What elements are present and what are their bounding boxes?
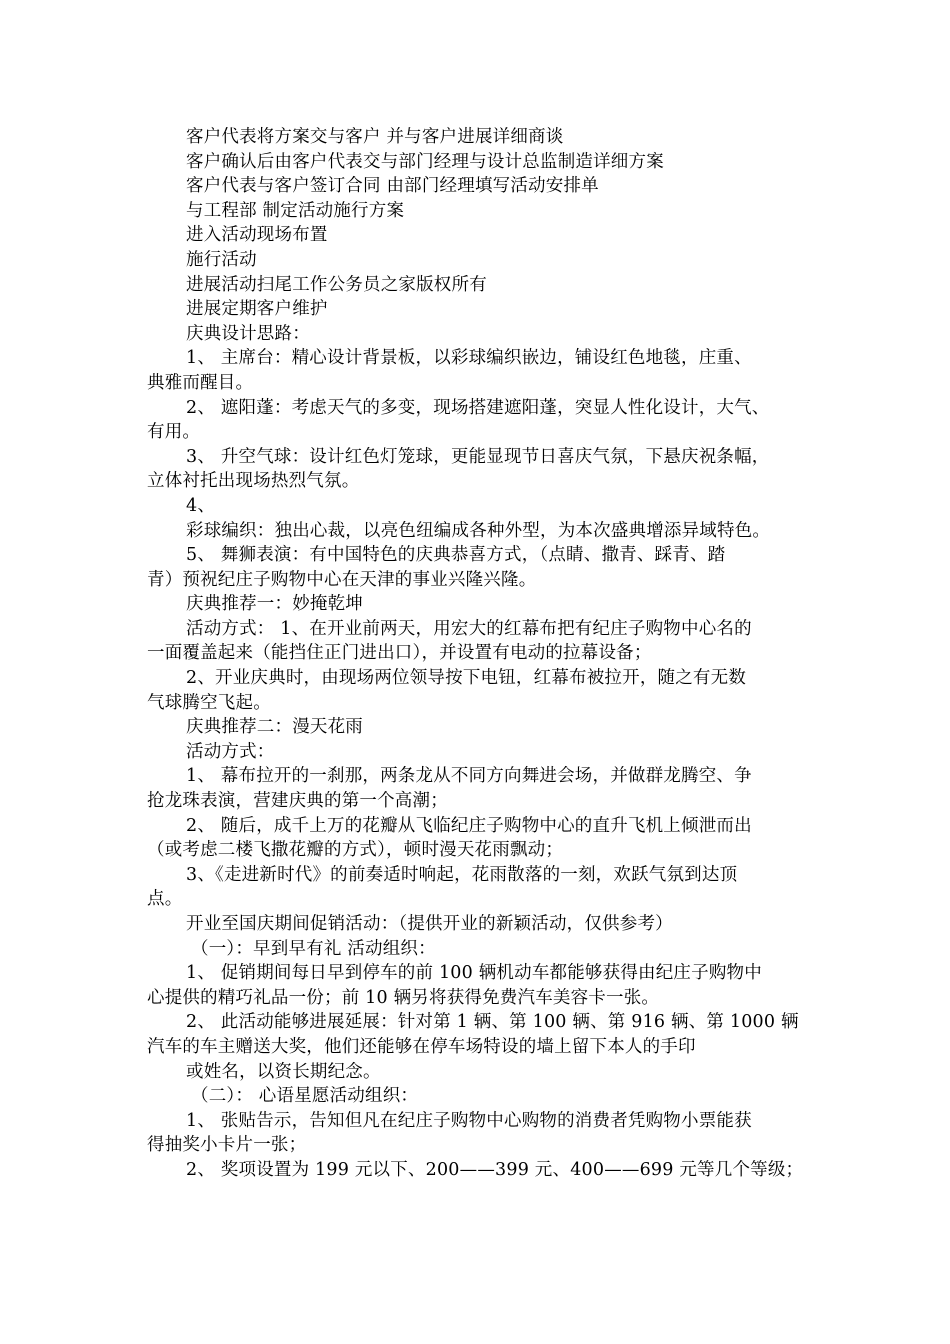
section-heading: 庆典推荐一：妙掩乾坤: [186, 594, 363, 615]
text-line: 进入活动现场布置: [186, 225, 328, 246]
text-line: 5、 舞狮表演：有中国特色的庆典恭喜方式，（点睛、撒青、踩青、踏: [186, 545, 726, 566]
text-line: 2、开业庆典时，由现场两位领导按下电钮，红幕布被拉开，随之有无数: [186, 668, 747, 689]
text-line: 2、 奖项设置为 199 元以下、200——399 元、400——699 元等几个等级；: [186, 1159, 804, 1180]
text-line: 4、: [186, 495, 216, 516]
text-line: 2、 此活动能够进展延展：针对第 1 辆、第 100 辆、第 916 辆、第 1000 辆: [186, 1012, 799, 1033]
text-line: 3、《走进新时代》的前奏适时响起，花雨散落的一刻，欢跃气氛到达顶: [186, 864, 738, 885]
text-line: 点。: [147, 889, 183, 910]
text-line: 客户代表与客户签订合同 由部门经理填写活动安排单: [186, 176, 599, 197]
text-line: 与工程部 制定活动施行方案: [186, 200, 405, 221]
text-line: 进展活动扫尾工作公务员之家版权所有: [186, 274, 487, 295]
text-line: 青）预祝纪庄子购物中心在天津的事业兴隆兴隆。: [147, 569, 537, 590]
text-line: 客户代表将方案交与客户 并与客户进展详细商谈: [186, 127, 564, 147]
text-line: 施行活动: [186, 249, 257, 270]
text-line: 客户确认后由客户代表交与部门经理与设计总监制造详细方案: [186, 151, 664, 172]
text-line: 或姓名，以资长期纪念。: [186, 1061, 381, 1082]
text-line: （二）： 心语星愿活动组织：: [191, 1086, 419, 1107]
text-line: （或考虑二楼飞撒花瓣的方式），顿时漫天花雨飘动；: [147, 840, 564, 861]
text-line: 一面覆盖起来（能挡住正门进出口），并设置有电动的拉幕设备；: [147, 643, 652, 664]
text-line: 3、 升空气球：设计红色灯笼球，更能显现节日喜庆气氛，下悬庆祝条幅，: [186, 446, 770, 467]
text-line: 得抽奖小卡片一张；: [147, 1135, 307, 1156]
text-line: 抢龙珠表演，营建庆典的第一个高潮；: [147, 791, 448, 812]
text-line: 气球腾空飞起。: [147, 692, 271, 713]
text-line: 1、 主席台：精心设计背景板，以彩球编织嵌边，铺设红色地毯，庄重、: [186, 348, 752, 369]
section-heading: 庆典推荐二：漫天花雨: [186, 717, 363, 738]
text-line: 1、 促销期间每日早到停车的前 100 辆机动车都能够获得由纪庄子购物中: [186, 963, 762, 984]
text-line: 进展定期客户维护: [186, 299, 328, 320]
section-heading: 庆典设计思路：: [186, 323, 310, 344]
text-line: 有用。: [147, 422, 201, 443]
text-line: 活动方式： 1、在开业前两天，用宏大的红幕布把有纪庄子购物中心名的: [186, 618, 752, 639]
text-line: 1、 张贴告示，告知但凡在纪庄子购物中心购物的消费者凭购物小票能获: [186, 1110, 752, 1131]
text-line: 2、 遮阳蓬：考虑天气的多变，现场搭建遮阳蓬，突显人性化设计，大气、: [186, 397, 770, 418]
text-line: 立体衬托出现场热烈气氛。: [147, 471, 360, 492]
text-line: 1、 幕布拉开的一刹那，两条龙从不同方向舞进会场，并做群龙腾空、争: [186, 766, 752, 787]
text-line: 彩球编织：独出心裁，以亮色纽编成各种外型，为本次盛典增添异域特色。: [186, 520, 771, 541]
text-line: （一）：早到早有礼 活动组织：: [191, 938, 436, 959]
text-line: 汽车的车主赠送大奖，他们还能够在停车场特设的墙上留下本人的手印: [147, 1036, 696, 1057]
text-line: 2、 随后，成千上万的花瓣从飞临纪庄子购物中心的直升飞机上倾泄而出: [186, 815, 752, 836]
section-heading: 开业至国庆期间促销活动：（提供开业的新颖活动，仅供参考）: [186, 914, 673, 934]
document-body: [147, 125, 817, 1183]
text-line: 典雅而醒目。: [147, 372, 254, 393]
text-line: 心提供的精巧礼品一份；前 10 辆另将获得免费汽车美容卡一张。: [147, 987, 660, 1008]
text-line: 活动方式：: [186, 741, 275, 762]
